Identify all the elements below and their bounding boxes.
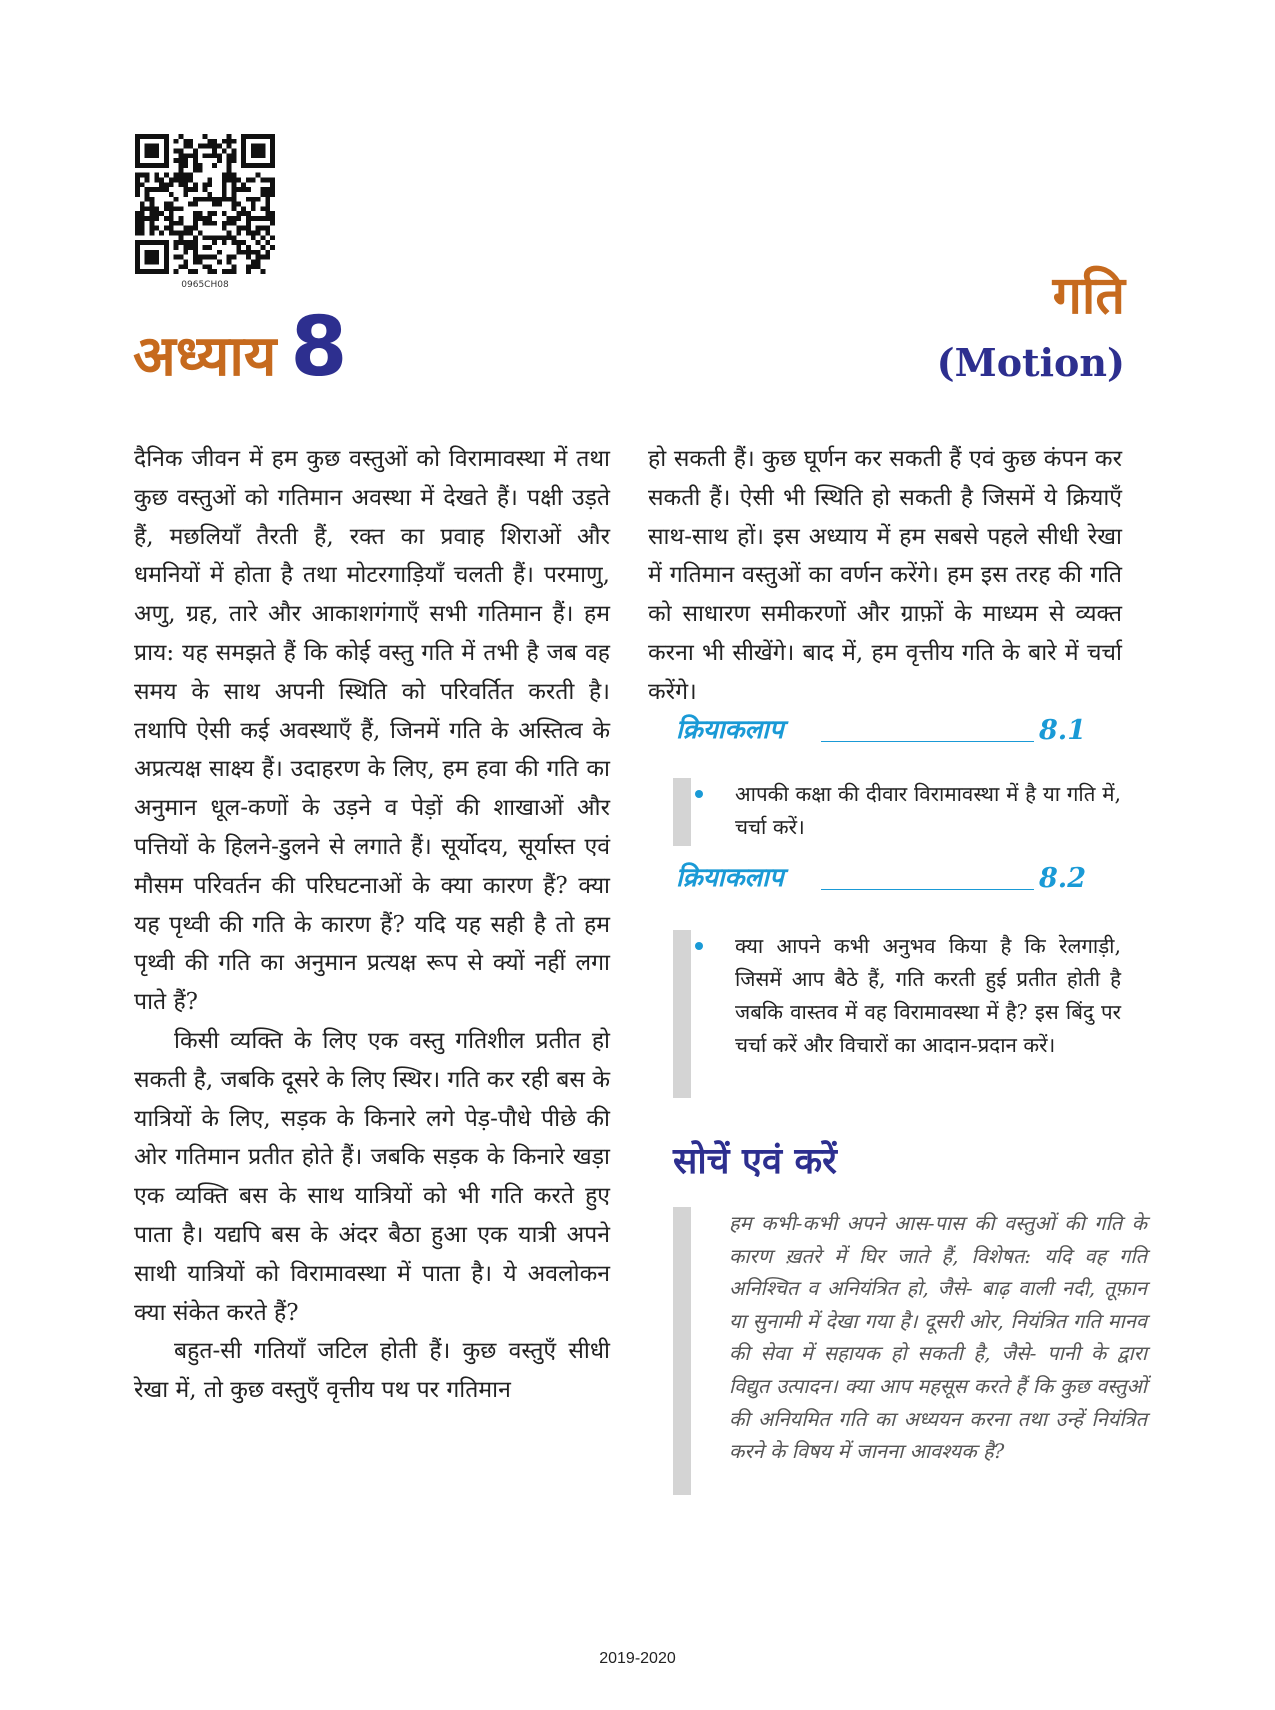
activity-text: आपकी कक्षा की दीवार विरामावस्था में है या गति में, चर्चा करें। <box>735 782 1121 839</box>
chapter-word: अध्याय <box>133 324 277 389</box>
activity-heading-8-1 <box>676 710 1086 750</box>
footer-year: 2019-2020 <box>599 1650 676 1667</box>
chapter-number: 8 <box>290 300 348 395</box>
paragraph-intro: दैनिक जीवन में हम कुछ वस्तुओं को विरामावस्था में तथा कुछ वस्तुओं को गतिमान अवस्था में देखते हैं। पक्षी उड़ते हैं, मछलियाँ तैरती हैं, रक्त का प्रवाह शिराओं और धमनियों में होता है तथा मोटरगाड़ियाँ चलती हैं। परमाणु, अणु, ग्रह, तारे और आकाशगंगाएँ सभी गतिमान हैं। हम प्राय: यह समझते हैं कि कोई वस्तु गति में तभी है जब वह समय के साथ अपनी स्थिति को परिवर्तित करती है। तथापि ऐसी कई अवस्थाएँ हैं, जिनमें गति के अस्तित्व के अप्रत्यक्ष साक्ष्य हैं। उदाहरण के लिए, हम हवा की गति का अनुमान धूल-कणों के उड़ने व पेड़ों की शाखाओं और पत्तियों के हिलने-डुलने से लगाते हैं। सूर्योदय, सूर्यास्त एवं मौसम परिवर्तन की परिघटनाओं के क्या कारण हैं? क्या यह पृथ्वी की गति के कारण हैं? यदि यह सही है तो हम पृथ्वी की गति का अनुमान प्रत्यक्ष रूप से क्यों नहीं लगा पाते हैं? <box>134 446 610 1016</box>
think-and-do-heading: सोचें एवं करें <box>673 1141 837 1182</box>
chapter-title-hindi: गति <box>1052 266 1125 326</box>
chapter-title-english: (Motion) <box>936 340 1125 385</box>
right-column <box>648 440 1122 712</box>
think-and-do-text: हम कभी-कभी अपने आस-पास की वस्तुओं की गति के कारण ख़तरे में घिर जाते हैं, विशेषत: यदि वह गति अनिश्चित व अनियंत्रित हो, जैसे- बाढ़ वाली नदी, तूफ़ान या सुनामी में देखा गया है। दूसरी ओर, नियंत्रित गति मानव की सेवा में सहायक हो सकती है, जैसे- पानी के द्वारा विद्युत उत्पादन। क्या आप महसूस करते हैं कि कुछ वस्तुओं की अनियमित गति का अध्ययन करना तथा उन्हें नियंत्रित करने के विषय में जानना आवश्यक है? <box>729 1211 1147 1464</box>
paragraph-relative-motion: किसी व्यक्ति के लिए एक वस्तु गतिशील प्रतीत हो सकती है, जबकि दूसरे के लिए स्थिर। गति कर रही बस के यात्रियों के लिए, सड़क के किनारे लगे पेड़-पौधे पीछे की ओर गतिमान प्रतीत होते हैं। जबकि सड़क के किनारे खड़ा एक व्यक्ति बस के साथ यात्रियों को भी गति करते हुए पाता है। यद्यपि बस के अंदर बैठा हुआ एक यात्री अपने साथी यात्रियों को विरामावस्था में पाता है। ये अवलोकन क्या संकेत करते हैं? <box>134 1027 610 1326</box>
activity-heading-8-2 <box>676 858 1086 898</box>
bullet-icon <box>695 942 703 950</box>
qr-code-icon <box>135 134 275 274</box>
paragraph-complex-motion: बहुत-सी गतियाँ जटिल होती हैं। कुछ वस्तुएँ सीधी रेखा में, तो कुछ वस्तुएँ वृत्तीय पथ पर गतिमान <box>134 1338 610 1404</box>
activity-label: क्रियाकलाप <box>676 715 784 745</box>
activity-label: क्रियाकलाप <box>676 863 784 893</box>
activity-rule <box>821 741 1034 742</box>
think-and-do-box <box>673 1207 1147 1495</box>
bullet-icon <box>695 790 703 798</box>
left-column <box>134 440 610 1410</box>
activity-number: 8.2 <box>1039 863 1086 894</box>
activity-text: क्या आपने कभी अनुभव किया है कि रेलगाड़ी, जिसमें आप बैठे हैं, गति करती हुई प्रतीत होती है जबकि वास्तव में वह विरामावस्था में है? इस बिंदु पर चर्चा करें और विचारों का आदान-प्रदान करें। <box>735 934 1121 1057</box>
chapter-heading <box>133 300 347 395</box>
activity-number: 8.1 <box>1039 715 1086 746</box>
qr-code-label: 0965CH08 <box>181 280 229 290</box>
activity-box-8-2 <box>673 930 1121 1098</box>
paragraph-complex-motion-continued: हो सकती हैं। कुछ घूर्णन कर सकती हैं एवं कुछ कंपन कर सकती हैं। ऐसी भी स्थिति हो सकती है जिसमें ये क्रियाएँ साथ-साथ हों। इस अध्याय में हम सबसे पहले सीधी रेखा में गतिमान वस्तुओं का वर्णन करेंगे। हम इस तरह की गति को साधारण समीकरणों और ग्राफ़ों के माध्यम से व्यक्त करना भी सीखेंगे। बाद में, हम वृत्तीय गति के बारे में चर्चा करेंगे। <box>648 446 1122 705</box>
activity-box-8-1 <box>673 778 1121 846</box>
activity-rule <box>821 889 1034 890</box>
